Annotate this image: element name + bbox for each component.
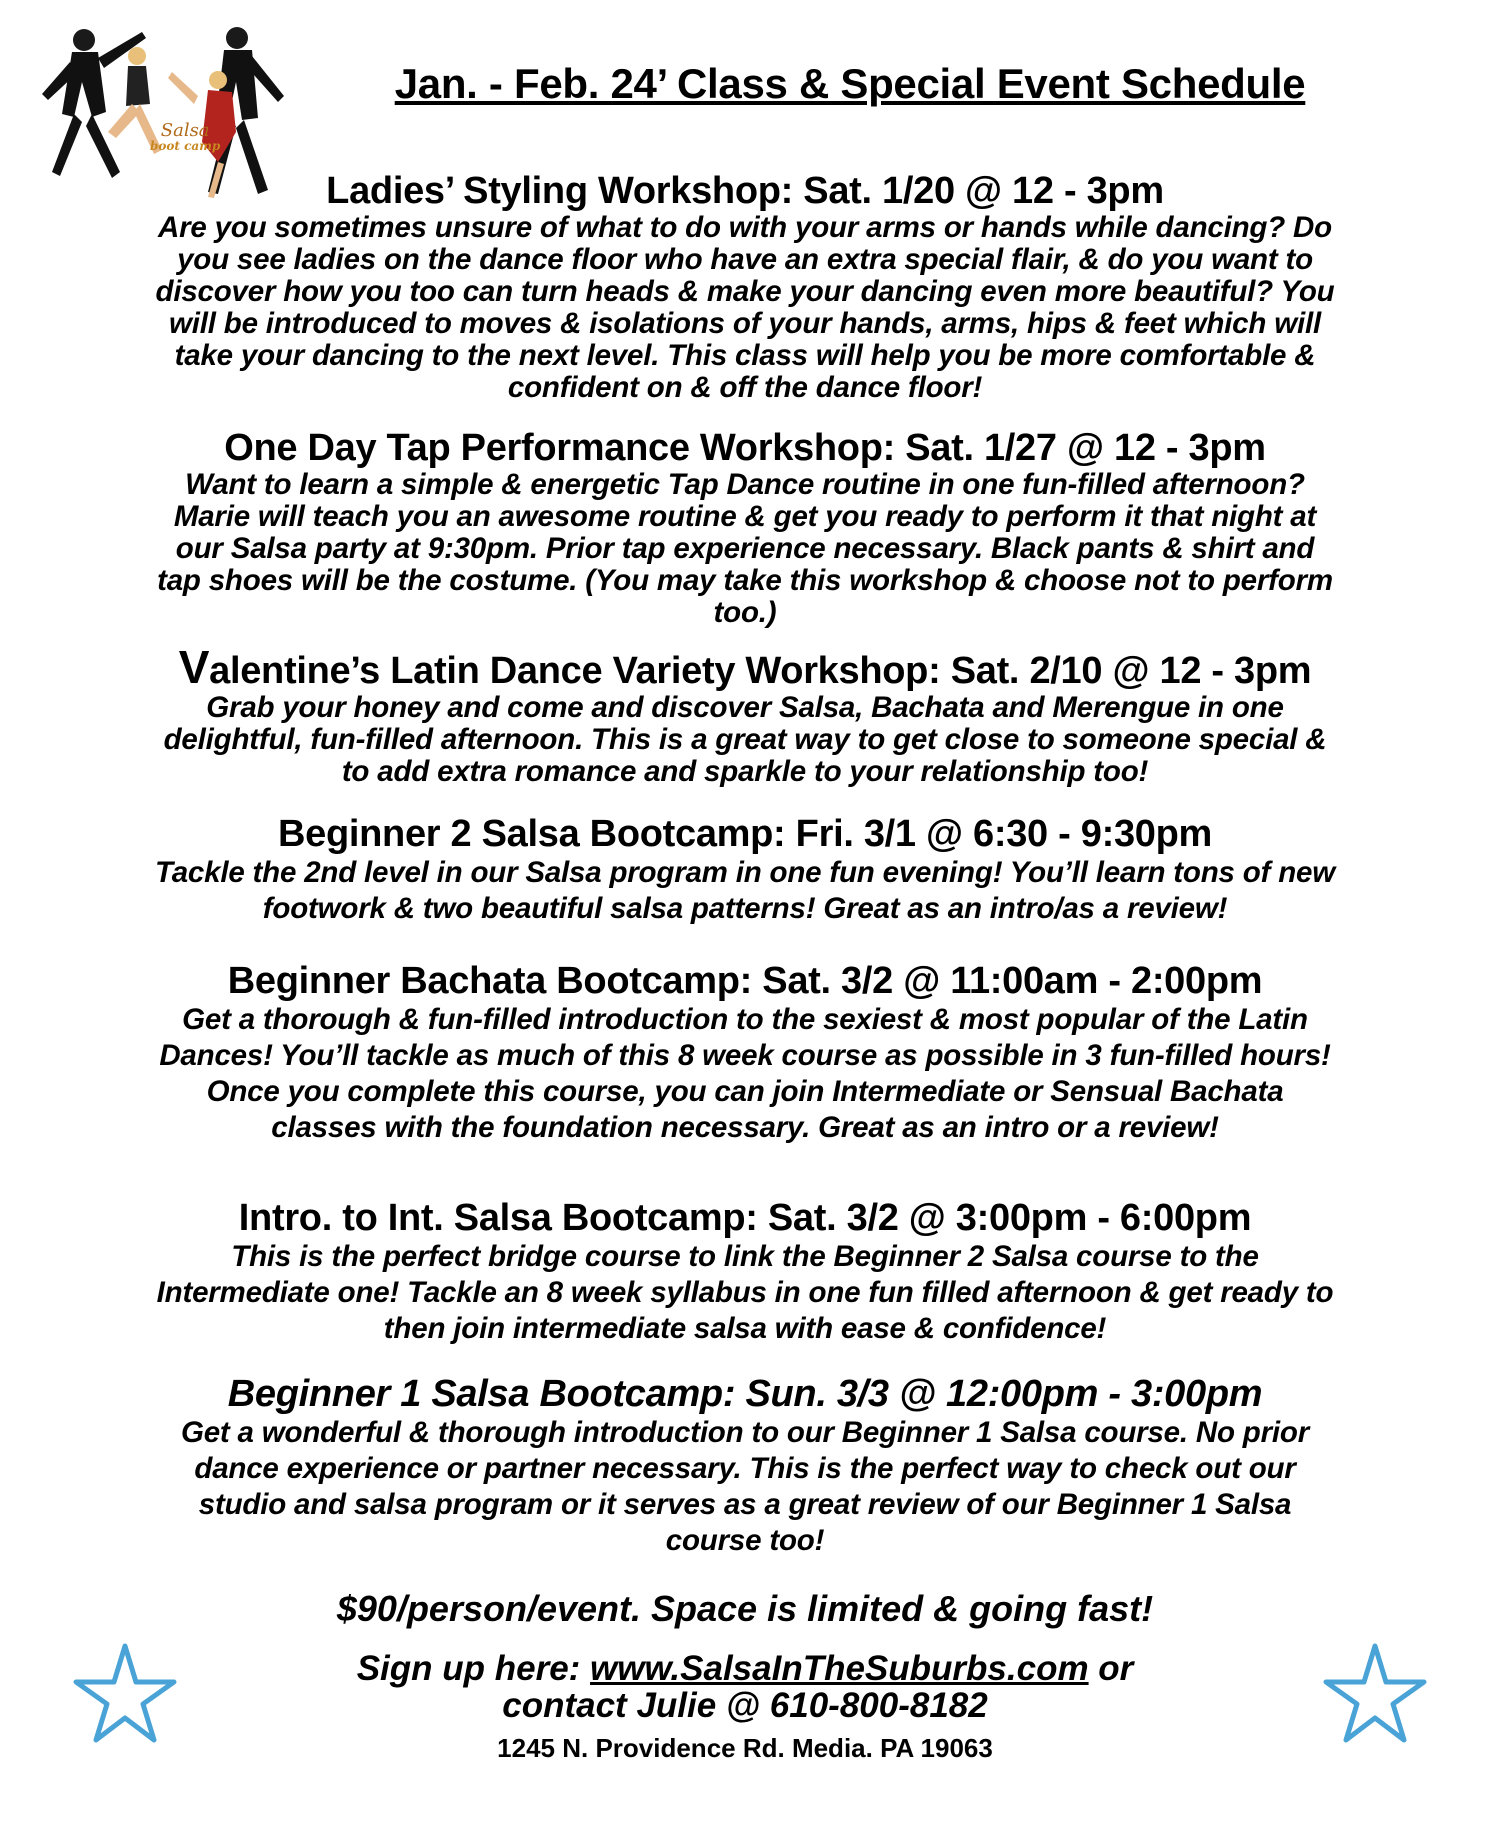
signup-suffix: or [1088,1649,1134,1688]
star-outline-icon [70,1640,180,1750]
event-heading: Intro. to Int. Salsa Bootcamp: Sat. 3/2 @ 3:00pm - 6:00pm [238,1197,1252,1239]
logo-text-line1: Salsa [160,120,210,141]
logo-text [150,122,220,152]
event-beginner-bachata [150,960,1340,1146]
event-description: This is the perfect bridge course to link the Beginner 2 Salsa course to the Intermediate one! Tackle an 8 week syllabus in one fun filled afternoon & get ready to then join intermediate salsa with ease & confidence! [156,1240,1334,1345]
event-description: Grab your honey and come and discover Salsa, Bachata and Merengue in one delightful, fun-filled afternoon. This is a great way to get close to someone special & to add extra romance and sparkle to your relationship too! [163,691,1327,788]
event-heading: One Day Tap Performance Workshop: Sat. 1/27 @ 12 - 3pm [224,427,1266,469]
event-description: Get a thorough & fun-filled introduction to the sexiest & most popular of the Latin Dances! You’ll tackle as much of this 8 week course as possible in 3 fun-filled hours! Once you complete this course, you can join Intermediate or Sensual Bachata classes with the foundation necessary. Great as an intro or a review! [159,1003,1331,1144]
event-beginner2-salsa [150,813,1340,927]
event-description: Are you sometimes unsure of what to do with your arms or hands while dancing? Do you see ladies on the dance floor who have an extra special flair, & do you want to discover how you too can turn heads & make your dancing even more beautiful? You will be introduced to moves & isolations of your hands, arms, hips & feet which will take your dancing to the next level. This class will help you be more comfortable & confident on & off the dance floor! [155,211,1335,404]
event-description: Tackle the 2nd level in our Salsa program in one fun evening! You’ll learn tons of new footwork & two beautiful salsa patterns! Great as an intro/as a review! [155,856,1335,925]
signup-prefix: Sign up here: [356,1649,591,1688]
event-valentines-latin [150,641,1340,788]
event-tap-performance [150,427,1340,629]
star-outline-icon [1320,1640,1430,1750]
event-heading [150,641,1340,693]
event-heading-rest: alentine’s Latin Dance Variety Workshop: Sat. 2/10 @ 12 - 3pm [209,650,1312,692]
event-heading: Ladies’ Styling Workshop: Sat. 1/20 @ 12 - 3pm [326,170,1164,212]
signup-website-link[interactable]: www.SalsaInTheSuburbs.com [590,1649,1089,1688]
signup-block [250,1650,1240,1724]
event-description: Get a wonderful & thorough introduction to our Beginner 1 Salsa course. No prior dance experience or partner necessary. This is the perfect way to check out our studio and salsa program or it serves as a great review of our Beginner 1 Salsa course too! [180,1416,1309,1557]
price-note: $90/person/event. Space is limited & going fast! [336,1588,1154,1629]
page-title: Jan. - Feb. 24’ Class & Special Event Schedule [394,60,1306,107]
event-beginner1-salsa [150,1373,1340,1559]
studio-address: 1245 N. Providence Rd. Media. PA 19063 [497,1733,993,1763]
signup-contact: contact Julie @ 610-800-8182 [502,1686,988,1725]
logo-text-line2: boot camp [150,139,221,153]
event-heading: Beginner 1 Salsa Bootcamp: Sun. 3/3 @ 12:00pm - 3:00pm [227,1373,1263,1415]
event-heading-initial: V [178,641,210,693]
event-ladies-styling [150,170,1340,404]
event-heading: Beginner Bachata Bootcamp: Sat. 3/2 @ 11:00am - 2:00pm [227,960,1263,1002]
event-heading: Beginner 2 Salsa Bootcamp: Fri. 3/1 @ 6:30 - 9:30pm [277,813,1213,855]
event-intro-int-salsa [150,1197,1340,1347]
event-description: Want to learn a simple & energetic Tap Dance routine in one fun-filled afternoon? Marie will teach you an awesome routine & get you ready to perform it that night at our Salsa party at 9:30pm. Prior tap experience necessary. Black pants & shirt and tap shoes will be the costume. (You may take this workshop & choose not to perform too.) [157,468,1333,629]
